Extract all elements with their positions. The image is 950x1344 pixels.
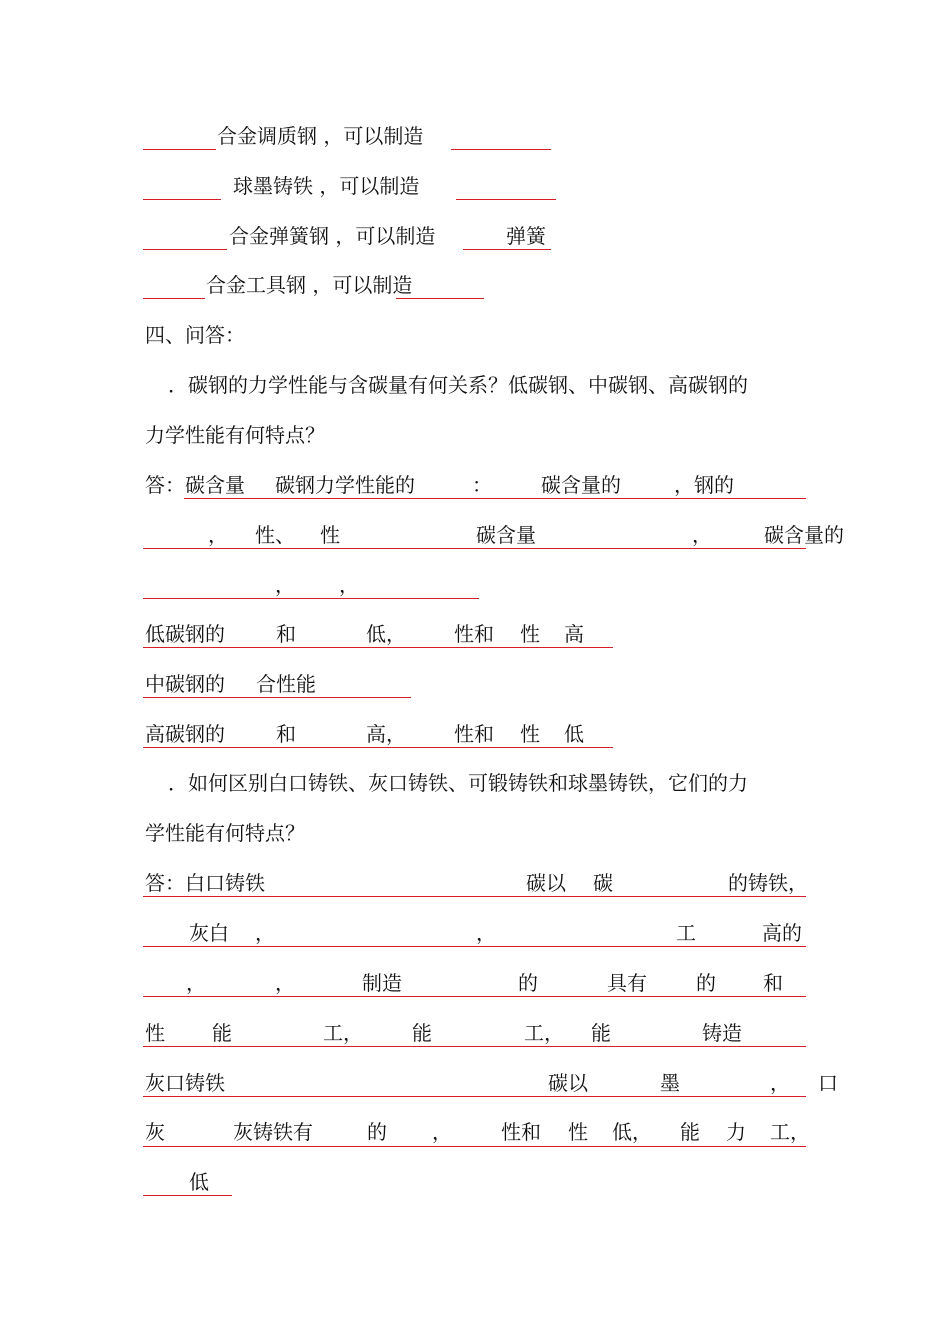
answer-text: 和 — [763, 971, 783, 995]
answer-text: 铸造 — [702, 1021, 742, 1045]
answer-text: 碳以 — [526, 871, 566, 895]
answer-line — [143, 1096, 806, 1097]
answer-text: 碳含量的 — [541, 473, 621, 497]
answer-text: ， — [339, 573, 359, 597]
fill-line-text: 合金工具钢 ，可以制造 — [206, 273, 413, 297]
answer-text: 灰铸铁有 — [233, 1120, 313, 1144]
answer-line — [143, 647, 613, 648]
answer-text: 碳 — [593, 871, 613, 895]
answer-text: 高， — [366, 722, 406, 746]
answer-line — [143, 996, 806, 997]
answer-text: 碳以 — [548, 1071, 588, 1095]
answer-text: ， — [255, 921, 275, 945]
answer-text: 碳钢力学性能的 — [275, 473, 415, 497]
answer-text: 性 — [320, 523, 340, 547]
fill-line-text: 合金弹簧钢 ，可以制造 — [229, 224, 436, 248]
answer-text: ， — [208, 523, 228, 547]
answer-text: 能 — [212, 1021, 232, 1045]
answer-text: ， — [186, 971, 206, 995]
fill-answer: 弹簧 — [506, 224, 546, 248]
answer-text: 能 — [680, 1120, 700, 1144]
answer-text: 的 — [367, 1120, 387, 1144]
answer-text: 低 — [189, 1170, 209, 1194]
answer-text: 墨 — [660, 1071, 680, 1095]
answer-text: 工， — [770, 1120, 810, 1144]
answer-text: 制造 — [362, 971, 402, 995]
blank-line — [143, 149, 216, 150]
question-2-line-2: 学性能有何特点？ — [145, 821, 305, 845]
question-2-line-1: ．如何区别白口铸铁、灰口铸铁、可锻铸铁和球墨铸铁，它们的力 — [168, 771, 748, 795]
question-1-line-2: 力学性能有何特点？ — [145, 423, 325, 447]
answer-line — [143, 747, 613, 748]
answer-text: ， — [476, 921, 496, 945]
answer-text: 灰白 — [189, 921, 229, 945]
answer-text: 力 — [726, 1120, 746, 1144]
blank-line — [143, 199, 221, 200]
answer-text: 性和 — [501, 1120, 541, 1144]
answer-text: 低碳钢的 — [145, 622, 225, 646]
answer-text: 碳含量 — [476, 523, 536, 547]
answer-line — [143, 1046, 806, 1047]
blank-line — [456, 199, 556, 200]
answer-text: 性和 — [454, 622, 494, 646]
answer-text: 高 — [564, 622, 584, 646]
answer-text: 的铸铁， — [728, 871, 808, 895]
section-heading: 四、问答： — [145, 323, 245, 347]
answer-text: 高的 — [762, 921, 802, 945]
answer-text: 和 — [276, 622, 296, 646]
answer-text: 碳含量的 — [764, 523, 844, 547]
answer-text: ，钢的 — [674, 473, 734, 497]
answer-text: ， — [275, 971, 295, 995]
answer-text: 答：白口铸铁 — [145, 871, 265, 895]
answer-text: 低， — [366, 622, 406, 646]
answer-text: 性、 — [255, 523, 295, 547]
answer-text: 灰口铸铁 — [145, 1071, 225, 1095]
answer-line — [143, 1146, 806, 1147]
answer-text: 工 — [676, 921, 696, 945]
fill-line-text: 合金调质钢 ，可以制造 — [217, 124, 424, 148]
blank-line — [451, 149, 551, 150]
answer-text: 中碳钢的 — [145, 672, 225, 696]
answer-text: 工， — [524, 1021, 564, 1045]
answer-line — [143, 946, 806, 947]
answer-text: 能 — [591, 1021, 611, 1045]
answer-text: ， — [275, 573, 295, 597]
answer-text: 低 — [564, 722, 584, 746]
answer-text: 能 — [412, 1021, 432, 1045]
blank-line — [463, 249, 551, 250]
answer-text: 性和 — [454, 722, 494, 746]
blank-line — [143, 249, 227, 250]
answer-text: 灰 — [145, 1120, 165, 1144]
fill-line-text: 球墨铸铁 ，可以制造 — [233, 174, 420, 198]
blank-line — [143, 298, 205, 299]
answer-text: 具有 — [607, 971, 647, 995]
answer-text: 的 — [696, 971, 716, 995]
blank-line — [396, 298, 484, 299]
answer-text: 高碳钢的 — [145, 722, 225, 746]
answer-text: 工， — [323, 1021, 363, 1045]
answer-line — [143, 598, 479, 599]
answer-text: 口 — [818, 1071, 838, 1095]
answer-text: 性 — [520, 722, 540, 746]
answer-text: 性 — [145, 1021, 165, 1045]
answer-text: ， — [692, 523, 712, 547]
question-1-line-1: ．碳钢的力学性能与含碳量有何关系？低碳钢、中碳钢、高碳钢的 — [168, 373, 748, 397]
answer-text: ， — [432, 1120, 452, 1144]
answer-text: 答：碳含量 — [145, 473, 245, 497]
answer-line — [143, 548, 806, 549]
answer-text: 性 — [520, 622, 540, 646]
answer-text: ， — [770, 1071, 790, 1095]
answer-text: 合性能 — [256, 672, 316, 696]
answer-line — [143, 896, 806, 897]
answer-line — [184, 498, 806, 499]
answer-text: ： — [472, 473, 492, 497]
answer-text: 低， — [612, 1120, 652, 1144]
answer-text: 和 — [276, 722, 296, 746]
answer-line — [143, 697, 411, 698]
answer-text: 性 — [568, 1120, 588, 1144]
answer-line — [143, 1195, 232, 1196]
answer-text: 的 — [518, 971, 538, 995]
